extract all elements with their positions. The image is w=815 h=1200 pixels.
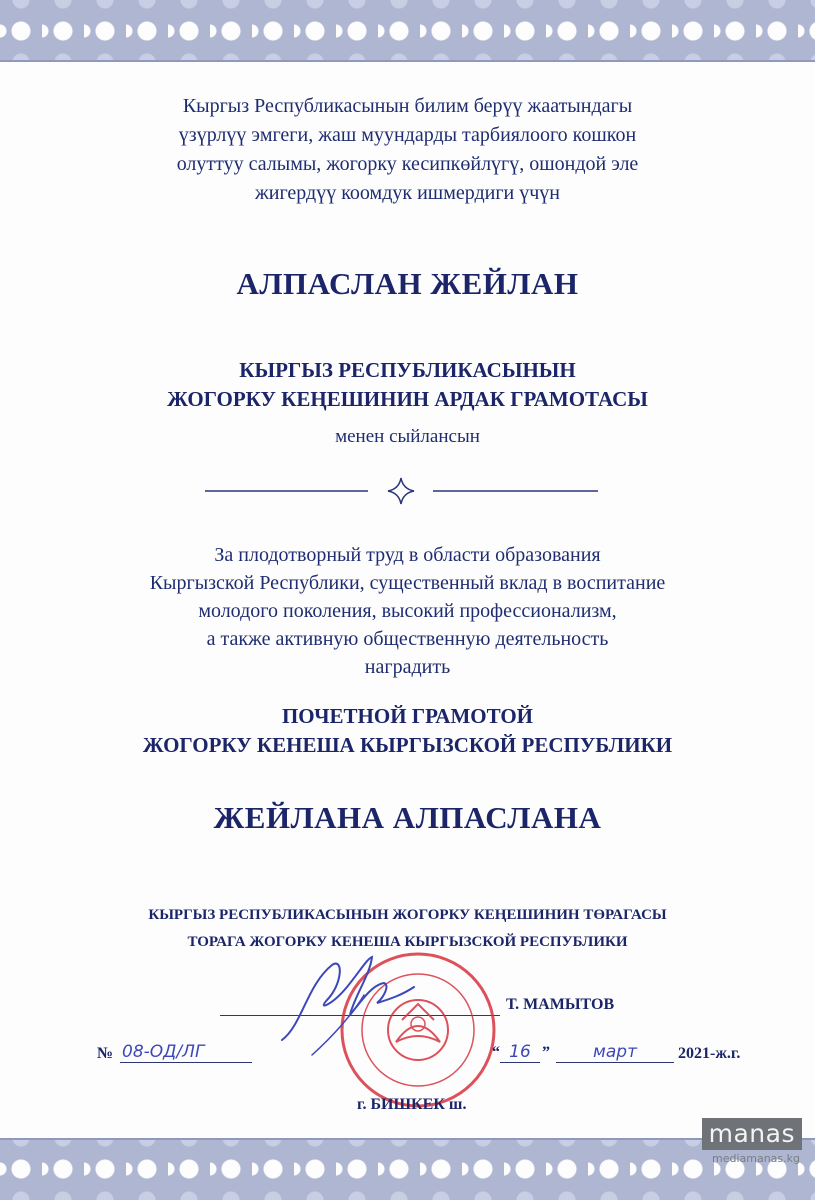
- document-number: 08-ОД/ЛГ: [120, 1042, 252, 1063]
- intro-line: молодого поколения, высокий профессионализм,: [198, 600, 617, 622]
- ornament-border-top: [0, 0, 815, 62]
- intro-line: үзүрлүү эмгеги, жаш муундарды тарбиялоого кошкон: [178, 124, 637, 146]
- handwritten-signature: [272, 945, 422, 1065]
- watermark-site: mediamanas.kg: [711, 1152, 800, 1165]
- signer-name: Т. МАМЫТОВ: [506, 996, 615, 1013]
- award-line: ПОЧЕТНОЙ ГРАМОТОЙ: [281, 704, 534, 728]
- intro-text-ky: [0, 92, 815, 208]
- date-open-quote: “: [492, 1044, 500, 1061]
- chairman-title-line: ТОРАГА ЖОГОРКУ КЕНЕША КЫРГЫЗСКОЙ РЕСПУБЛИКИ: [187, 934, 628, 950]
- award-line: ЖОГОРКУ КЕНЕША КЫРГЫЗСКОЙ РЕСПУБЛИКИ: [142, 733, 673, 757]
- date-year: 2021-ж.г.: [678, 1045, 741, 1062]
- award-line: КЫРГЫЗ РЕСПУБЛИКАСЫНЫН: [239, 358, 576, 382]
- rewarded-text-ky: менен сыйлансын: [335, 426, 480, 447]
- recipient-name-ky: АЛПАСЛАН ЖЕЙЛАН: [236, 266, 579, 301]
- award-title-ru: [0, 702, 815, 760]
- intro-line: а также активную общественную деятельность: [206, 628, 609, 650]
- date-close-quote: ”: [542, 1044, 550, 1061]
- intro-line: жигердүү коомдук ишмердиги үчүн: [254, 182, 561, 204]
- number-label: №: [97, 1045, 114, 1062]
- chairman-title-line: КЫРГЫЗ РЕСПУБЛИКАСЫНЫН ЖОГОРКУ КЕҢЕШИНИН ТӨРАГАСЫ: [148, 907, 667, 923]
- watermark-logo: manas: [702, 1118, 802, 1150]
- ornamental-divider: [0, 476, 815, 506]
- intro-line: наградить: [364, 656, 451, 678]
- city-label: г. БИШКЕК ш.: [357, 1096, 467, 1113]
- intro-text-ru: [0, 541, 815, 681]
- date-day: 16: [500, 1042, 540, 1063]
- intro-line: олуттуу салымы, жогорку кесипкөйлүгү, ошондой эле: [176, 153, 639, 175]
- award-line: ЖОГОРКУ КЕҢЕШИНИН АРДАК ГРАМОТАСЫ: [167, 387, 648, 411]
- recipient-name-ru: ЖЕЙЛАНА АЛПАСЛАНА: [213, 800, 602, 835]
- site-watermark: [690, 1118, 802, 1168]
- award-title-ky: [0, 356, 815, 414]
- intro-line: Кыргызской Республики, существенный вклад в воспитание: [149, 572, 666, 594]
- date-month: март: [556, 1042, 674, 1063]
- intro-line: Кыргыз Республикасынын билим берүү жаатындагы: [182, 95, 633, 117]
- intro-line: За плодотворный труд в области образования: [214, 544, 601, 566]
